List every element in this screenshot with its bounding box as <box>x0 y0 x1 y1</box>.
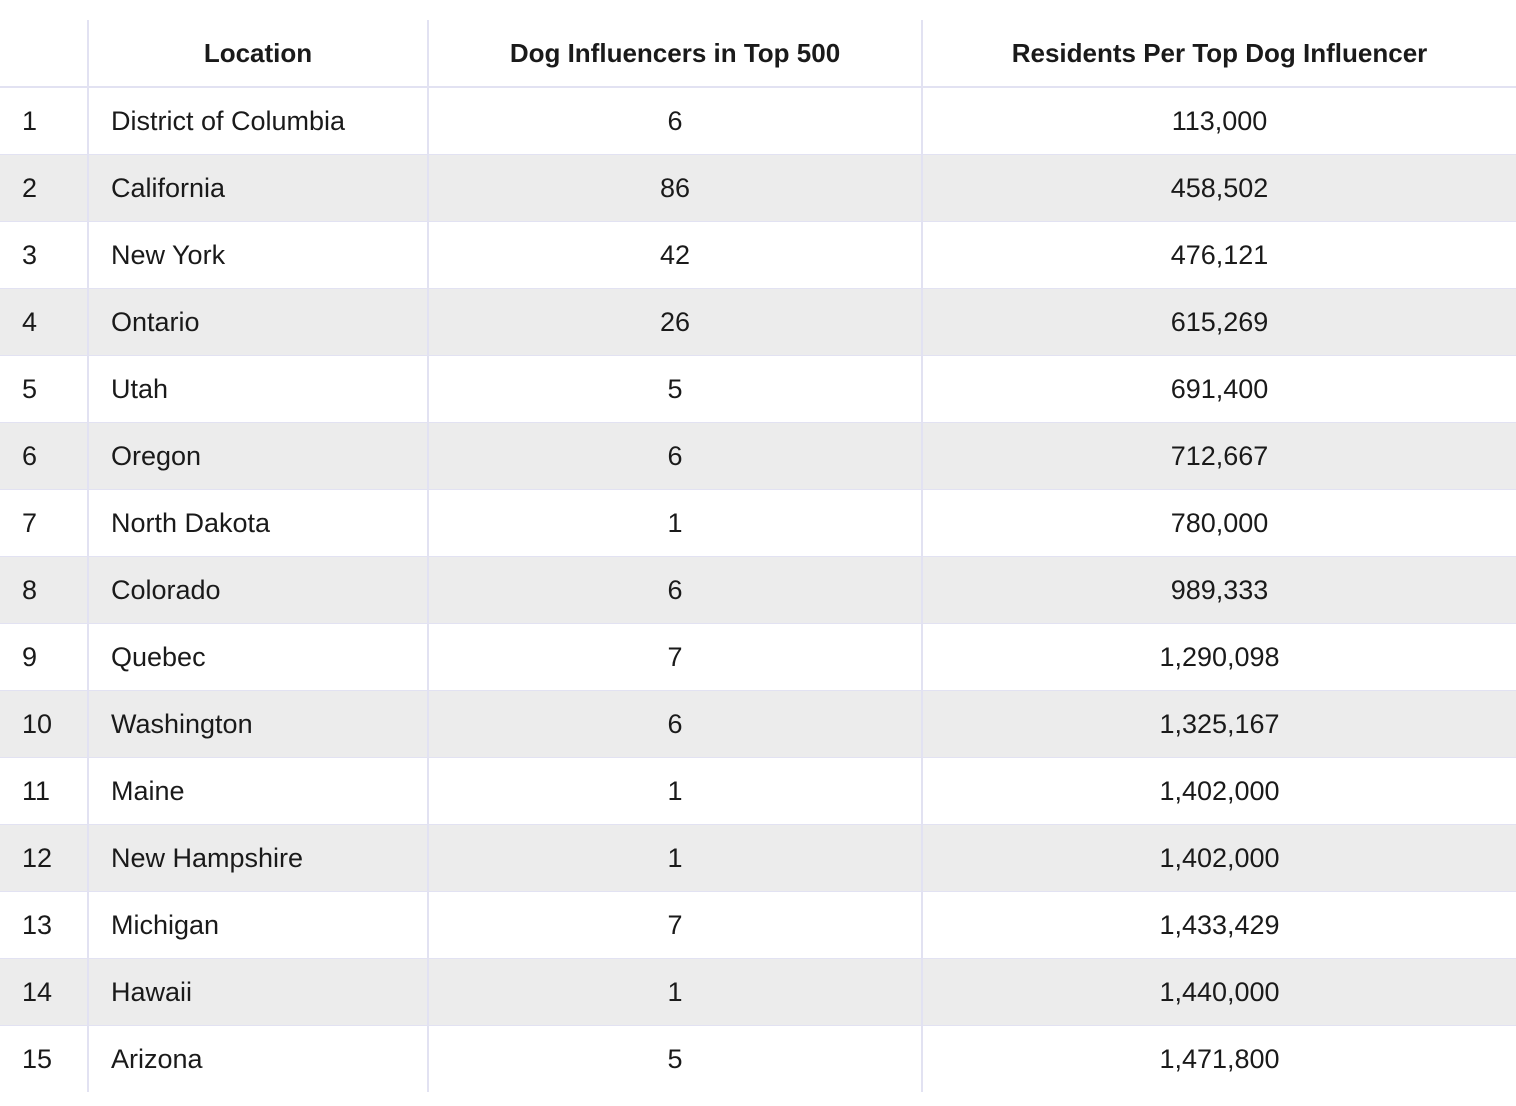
residents-cell: 476,121 <box>922 222 1516 289</box>
rank-cell: 13 <box>0 892 88 959</box>
influencer-count-cell: 1 <box>428 758 922 825</box>
rank-cell: 11 <box>0 758 88 825</box>
residents-cell: 780,000 <box>922 490 1516 557</box>
location-cell: Colorado <box>88 557 428 624</box>
rank-column-header <box>0 20 88 87</box>
influencer-count-cell: 6 <box>428 423 922 490</box>
table-row <box>0 624 1516 691</box>
rank-cell: 15 <box>22 1043 53 1074</box>
location-cell: Quebec <box>88 624 428 691</box>
table-header-row <box>0 20 1516 87</box>
influencer-count-cell: 1 <box>428 959 922 1026</box>
location-cell: North Dakota <box>88 490 428 557</box>
table-row <box>0 155 1516 222</box>
table-row <box>0 490 1516 557</box>
residents-cell: 615,269 <box>922 289 1516 356</box>
table-body <box>0 87 1516 1092</box>
residents-cell: 1,325,167 <box>922 691 1516 758</box>
table-row <box>0 423 1516 490</box>
location-cell: California <box>88 155 428 222</box>
influencer-count-cell: 86 <box>428 155 922 222</box>
rank-cell: 12 <box>0 825 88 892</box>
residents-cell: 458,502 <box>922 155 1516 222</box>
rank-cell: 2 <box>0 155 88 222</box>
residents-cell: 1,471,800 <box>922 1026 1516 1093</box>
influencer-count-cell: 1 <box>428 825 922 892</box>
rank-cell: 10 <box>0 691 88 758</box>
table-row <box>0 222 1516 289</box>
influencer-count-cell: 26 <box>428 289 922 356</box>
residents-cell: 691,400 <box>922 356 1516 423</box>
location-cell: Hawaii <box>88 959 428 1026</box>
table-row <box>0 1026 1516 1093</box>
location-cell: District of Columbia <box>88 87 428 155</box>
rank-cell: 7 <box>0 490 88 557</box>
rank-cell: 3 <box>0 222 88 289</box>
rank-cell: 6 <box>0 423 88 490</box>
location-cell: Washington <box>88 691 428 758</box>
location-column-header: Location <box>88 20 428 87</box>
location-cell: Utah <box>88 356 428 423</box>
influencer-count-column-header: Dog Influencers in Top 500 <box>428 20 922 87</box>
influencer-count-cell: 5 <box>428 356 922 423</box>
location-cell: Michigan <box>88 892 428 959</box>
rank-cell: 1 <box>0 87 88 155</box>
rankings-table <box>0 20 1516 1092</box>
residents-cell: 1,402,000 <box>922 758 1516 825</box>
location-cell: New Hampshire <box>88 825 428 892</box>
table-row <box>0 87 1516 155</box>
rank-cell: 5 <box>0 356 88 423</box>
influencer-count-cell: 7 <box>428 892 922 959</box>
residents-cell: 1,433,429 <box>922 892 1516 959</box>
influencer-count-cell: 1 <box>428 490 922 557</box>
location-cell: Arizona <box>88 1026 428 1093</box>
rank-cell: 14 <box>0 959 88 1026</box>
table-row <box>0 557 1516 624</box>
residents-cell: 1,440,000 <box>922 959 1516 1026</box>
table-row <box>0 892 1516 959</box>
influencer-count-cell: 6 <box>428 691 922 758</box>
rank-cell: 9 <box>0 624 88 691</box>
residents-cell: 1,402,000 <box>922 825 1516 892</box>
residents-column-header: Residents Per Top Dog Influencer <box>922 20 1516 87</box>
location-cell: Ontario <box>88 289 428 356</box>
influencer-count-cell: 6 <box>428 557 922 624</box>
influencer-count-cell: 7 <box>428 624 922 691</box>
table-row <box>0 289 1516 356</box>
location-cell: Oregon <box>88 423 428 490</box>
table-row <box>0 758 1516 825</box>
table-row <box>0 691 1516 758</box>
location-cell: New York <box>88 222 428 289</box>
influencer-count-cell: 5 <box>428 1026 922 1093</box>
residents-cell: 1,290,098 <box>922 624 1516 691</box>
table-row <box>0 356 1516 423</box>
rankings-table-container <box>0 20 1516 1092</box>
residents-cell: 989,333 <box>922 557 1516 624</box>
influencer-count-cell: 6 <box>428 87 922 155</box>
residents-cell: 712,667 <box>922 423 1516 490</box>
rank-cell: 4 <box>0 289 88 356</box>
influencer-count-cell: 42 <box>428 222 922 289</box>
location-cell: Maine <box>88 758 428 825</box>
residents-cell: 113,000 <box>922 87 1516 155</box>
table-row <box>0 825 1516 892</box>
rank-cell: 8 <box>0 557 88 624</box>
table-row <box>0 959 1516 1026</box>
